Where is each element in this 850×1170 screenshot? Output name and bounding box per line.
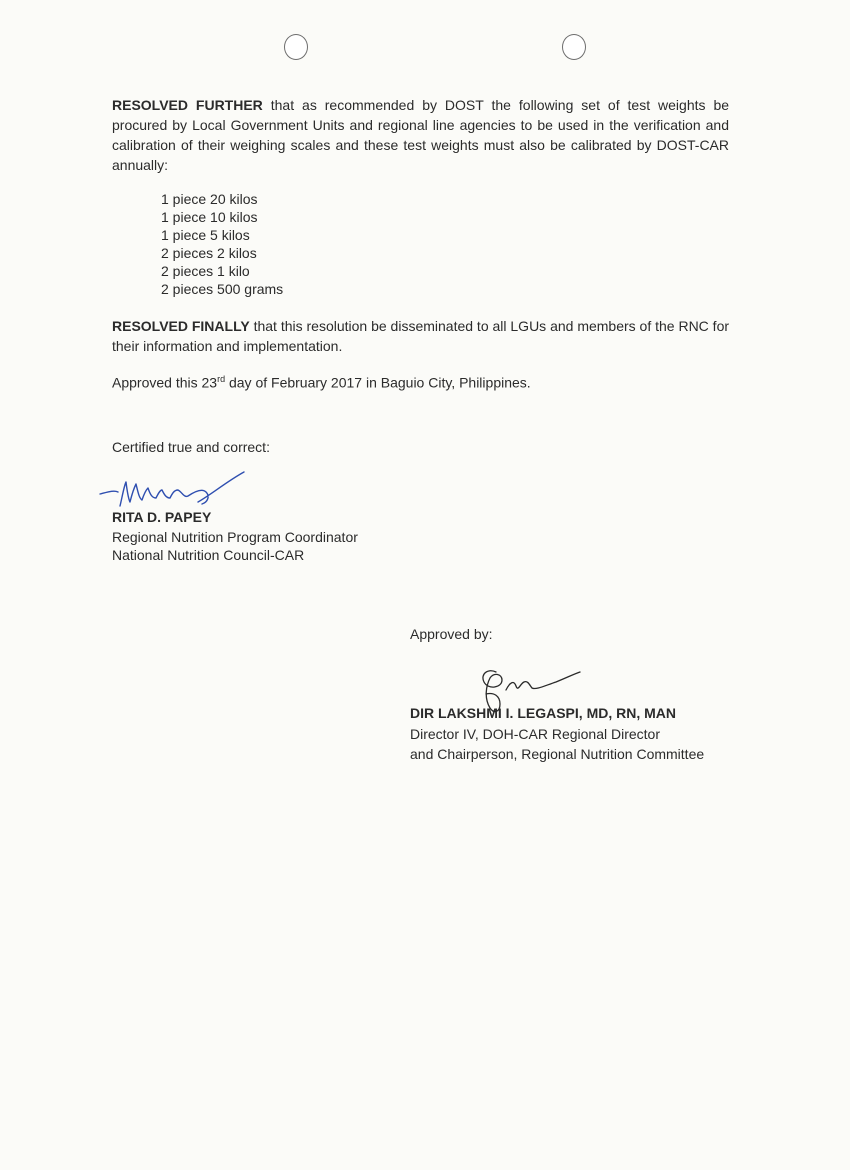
approval-statement <box>112 369 531 393</box>
test-weights-list <box>161 190 283 298</box>
resolved-finally-lead: RESOLVED FINALLY <box>112 318 250 334</box>
resolved-finally-text: that this resolution be disseminated to all LGUs and members of the RNC for their information and implementation. <box>112 318 730 354</box>
approval-rest: day of February 2017 in Baguio City, Philippines. <box>225 374 531 391</box>
certified-label: Certified true and correct: <box>112 439 270 455</box>
test-weight-item: 1 piece 10 kilos <box>161 209 258 225</box>
test-weight-item: 2 pieces 1 kilo <box>161 263 250 279</box>
certifier-title-1: Regional Nutrition Program Coordinator <box>112 529 358 545</box>
approved-by-label: Approved by: <box>410 626 493 642</box>
test-weight-item: 2 pieces 500 grams <box>161 281 284 297</box>
punch-hole-right <box>562 34 586 60</box>
test-weight-item: 1 piece 5 kilos <box>161 227 250 243</box>
approver-name: DIR LAKSHMI I. LEGASPI, MD, RN, MAN <box>410 705 676 721</box>
resolved-further-lead: RESOLVED FURTHER <box>112 97 263 113</box>
resolved-further-text: that as recommended by DOST the following set of test weights be procured by Local Government Units and regional line agencies to be used in the verification and calibration of their weighing scales and these test weights must also be calibrated by DOST-CAR annually: <box>112 97 730 173</box>
approval-ordinal-suffix: rd <box>217 374 226 384</box>
certifier-name: RITA D. PAPEY <box>112 509 212 525</box>
certifier-title-2: National Nutrition Council-CAR <box>112 547 305 563</box>
approver-title-2: and Chairperson, Regional Nutrition Committee <box>410 746 705 762</box>
resolved-further-paragraph <box>112 95 729 175</box>
punch-hole-left <box>284 34 308 60</box>
resolved-finally-paragraph <box>112 316 737 356</box>
approver-title-1: Director IV, DOH-CAR Regional Director <box>410 726 660 742</box>
approval-prefix: Approved this 23 <box>112 374 218 391</box>
test-weight-item: 1 piece 20 kilos <box>161 191 258 207</box>
test-weight-item: 2 pieces 2 kilos <box>161 245 257 261</box>
